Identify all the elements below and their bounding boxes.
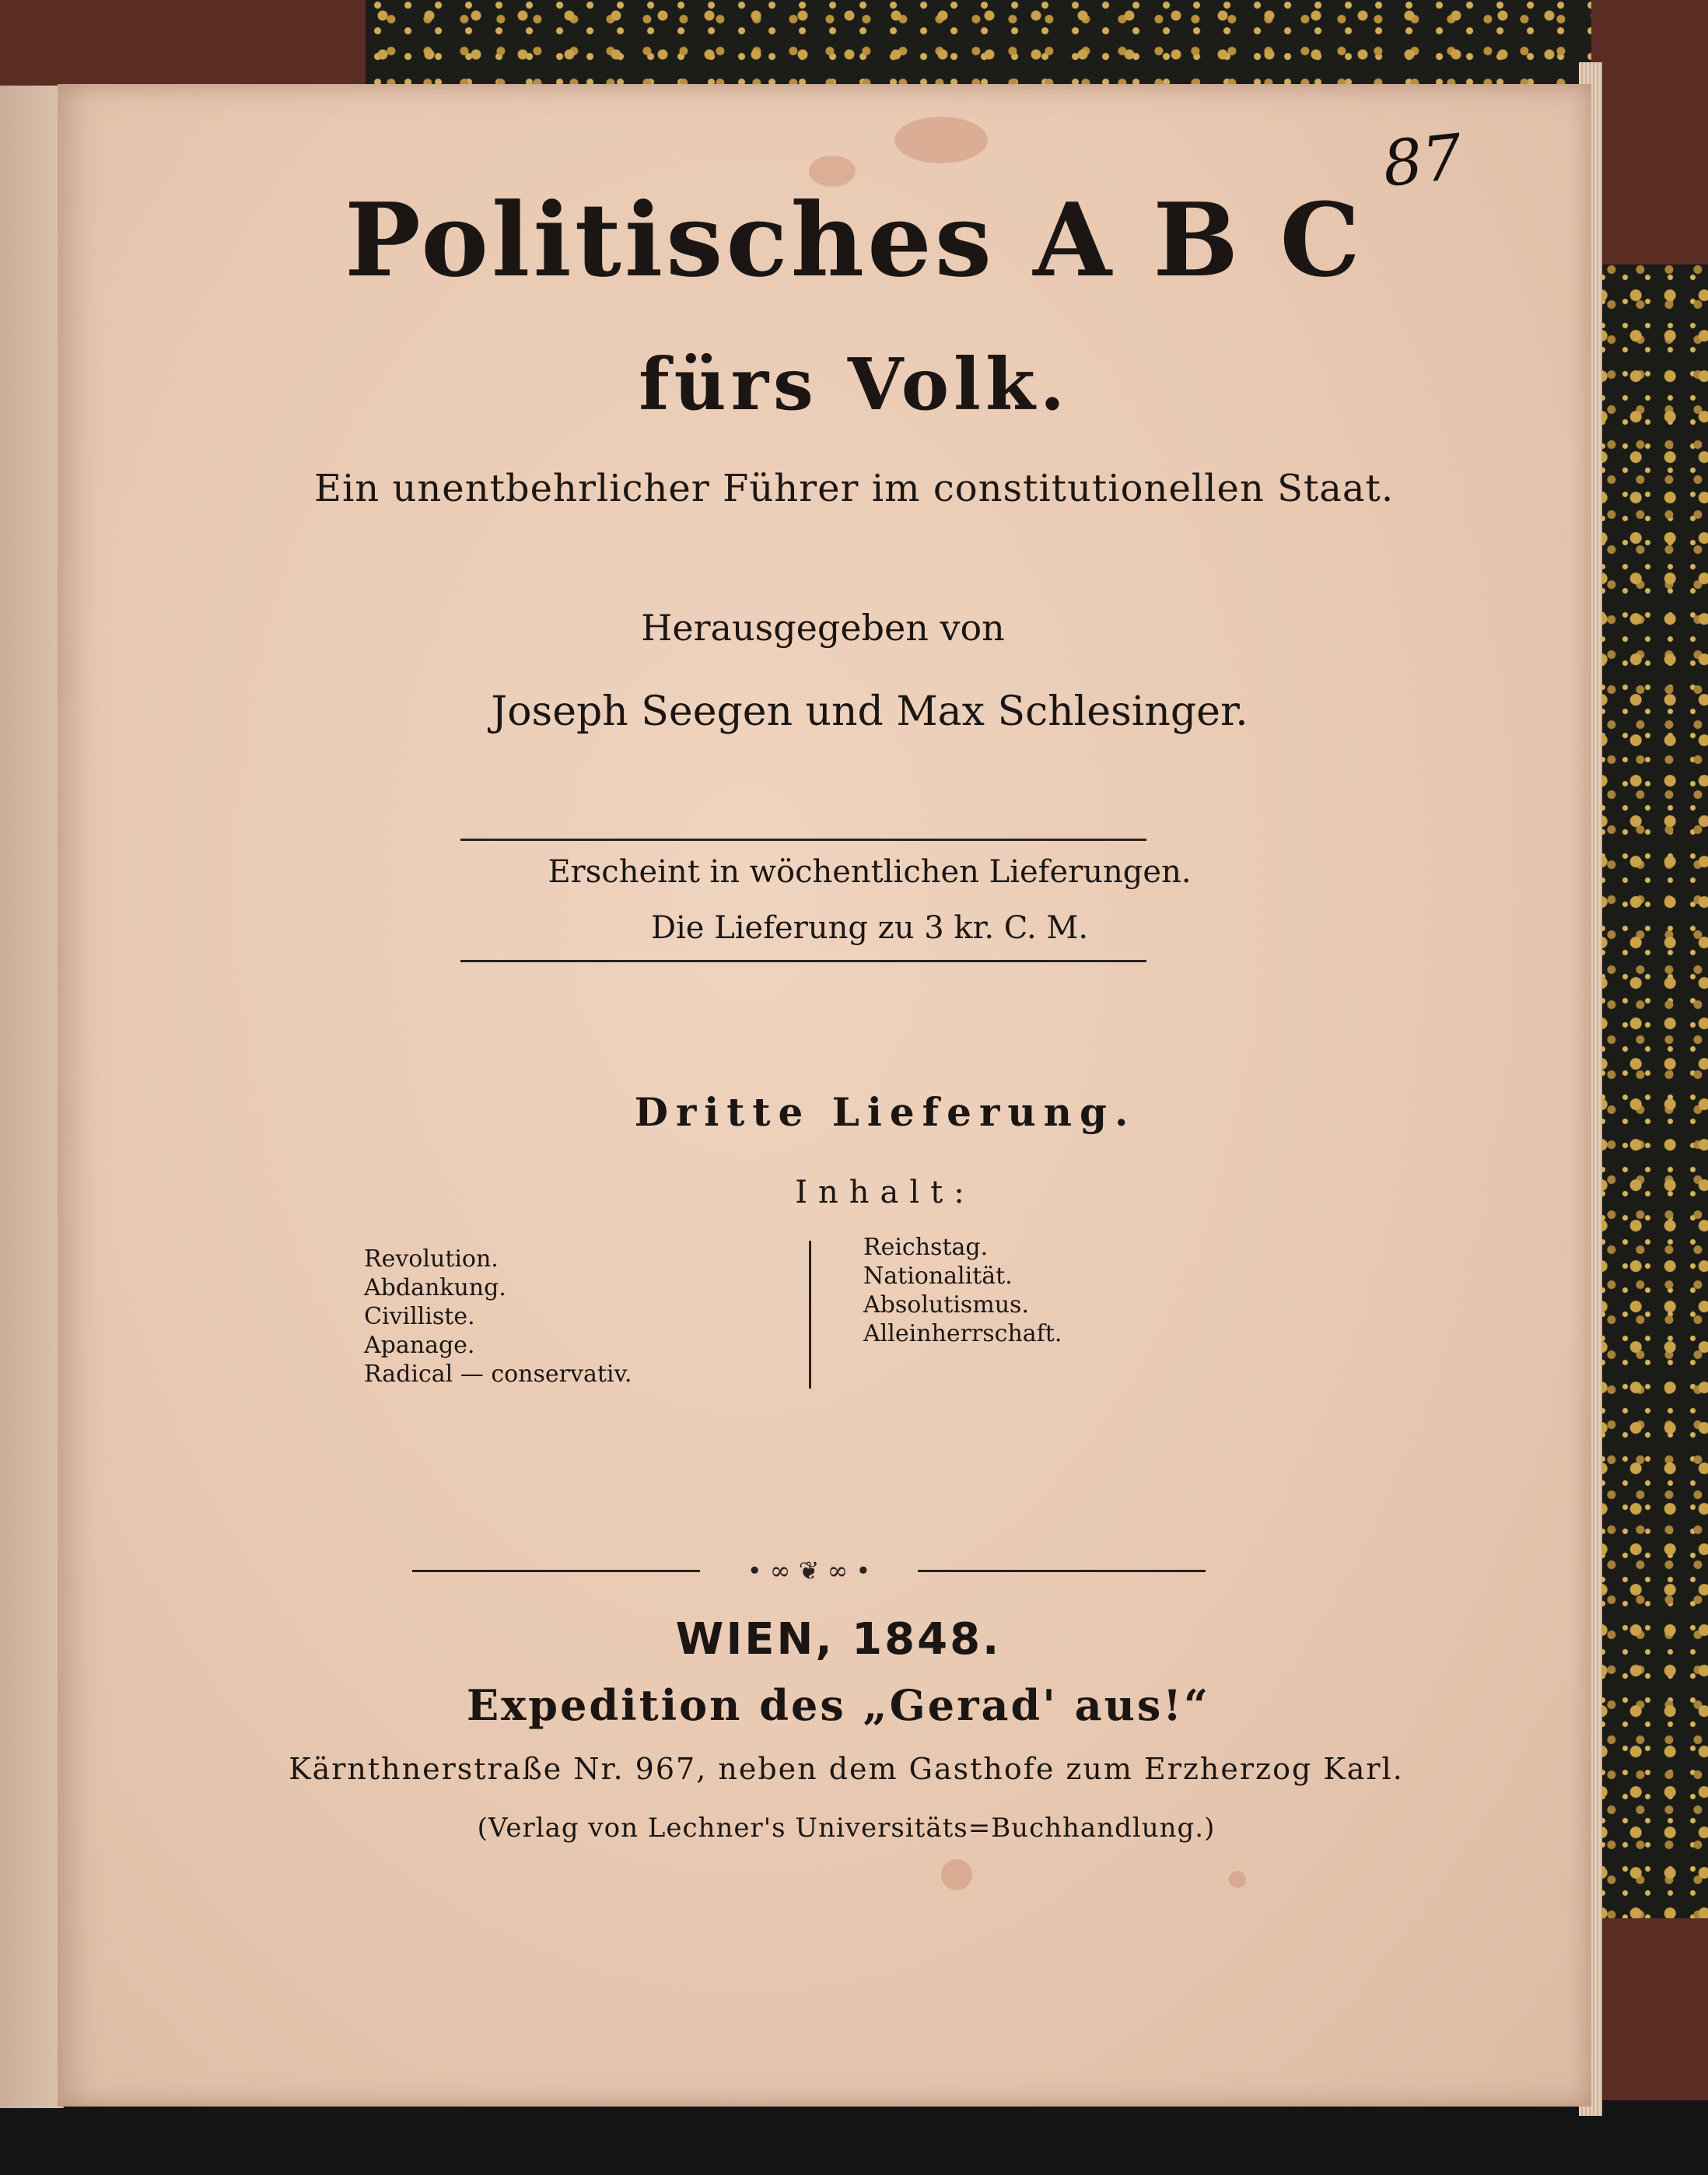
- marbled-cover-right: [1591, 0, 1708, 2175]
- imprint-publisher: Expedition des „Gerad' aus!“: [466, 1680, 1211, 1730]
- foxing-stain: [894, 117, 988, 163]
- ornamental-rule: [412, 1556, 1206, 1587]
- contents-item: Revolution.: [364, 1245, 499, 1273]
- divider-bottom: [460, 960, 1146, 962]
- contents-item: Absolutismus.: [863, 1291, 1029, 1319]
- book-subtitle: fürs Volk.: [639, 342, 1069, 426]
- imprint-city-year: WIEN, 1848.: [675, 1614, 1002, 1665]
- book-title: Politisches A B C: [345, 180, 1363, 299]
- contents-list-right: [863, 1233, 1062, 1348]
- leather-corner-top-left: [0, 0, 366, 93]
- contents-item: Alleinherrschaft.: [863, 1320, 1062, 1347]
- tagline: Ein unentbehrlicher Führer im constitutionellen Staat.: [313, 467, 1395, 510]
- contents-item: Reichstag.: [863, 1234, 989, 1261]
- notice-line-2: Die Lieferung zu 3 kr. C. M.: [650, 910, 1089, 946]
- contents-item: Abdankung.: [364, 1274, 506, 1301]
- editors: Joseph Seegen und Max Schlesinger.: [491, 688, 1248, 735]
- imprint-address: Kärnthnerstraße Nr. 967, neben dem Gasthofe zum Erzherzog Karl.: [289, 1752, 1404, 1786]
- contents-item: Apanage.: [364, 1332, 475, 1359]
- foxing-stain: [941, 1859, 972, 1890]
- cover-bottom-edge: [0, 2100, 1708, 2175]
- contents-heading: Inhalt:: [795, 1175, 975, 1210]
- foxing-stain: [1229, 1871, 1246, 1888]
- contents-item: Radical — conservativ.: [364, 1361, 632, 1388]
- contents-item: Civilliste.: [364, 1303, 475, 1330]
- ornament-line-right: [918, 1570, 1206, 1572]
- imprint-verlag: (Verlag von Lechner's Universitäts=Buchhandlung.): [477, 1812, 1216, 1844]
- ornament-icon: • ∞ ❦ ∞ •: [747, 1556, 871, 1585]
- issue-label: Dritte Lieferung.: [634, 1089, 1136, 1135]
- divider-top: [460, 839, 1146, 841]
- ornament-line-left: [412, 1570, 700, 1572]
- contents-item: Nationalität.: [863, 1263, 1013, 1290]
- contents-list-left: [364, 1245, 632, 1389]
- notice-line-1: Erscheint in wöchentlichen Lieferungen.: [548, 854, 1192, 890]
- handwritten-number: 87: [1379, 120, 1466, 201]
- contents-divider: [809, 1241, 811, 1389]
- editor-intro: Herausgegeben von: [641, 607, 1005, 649]
